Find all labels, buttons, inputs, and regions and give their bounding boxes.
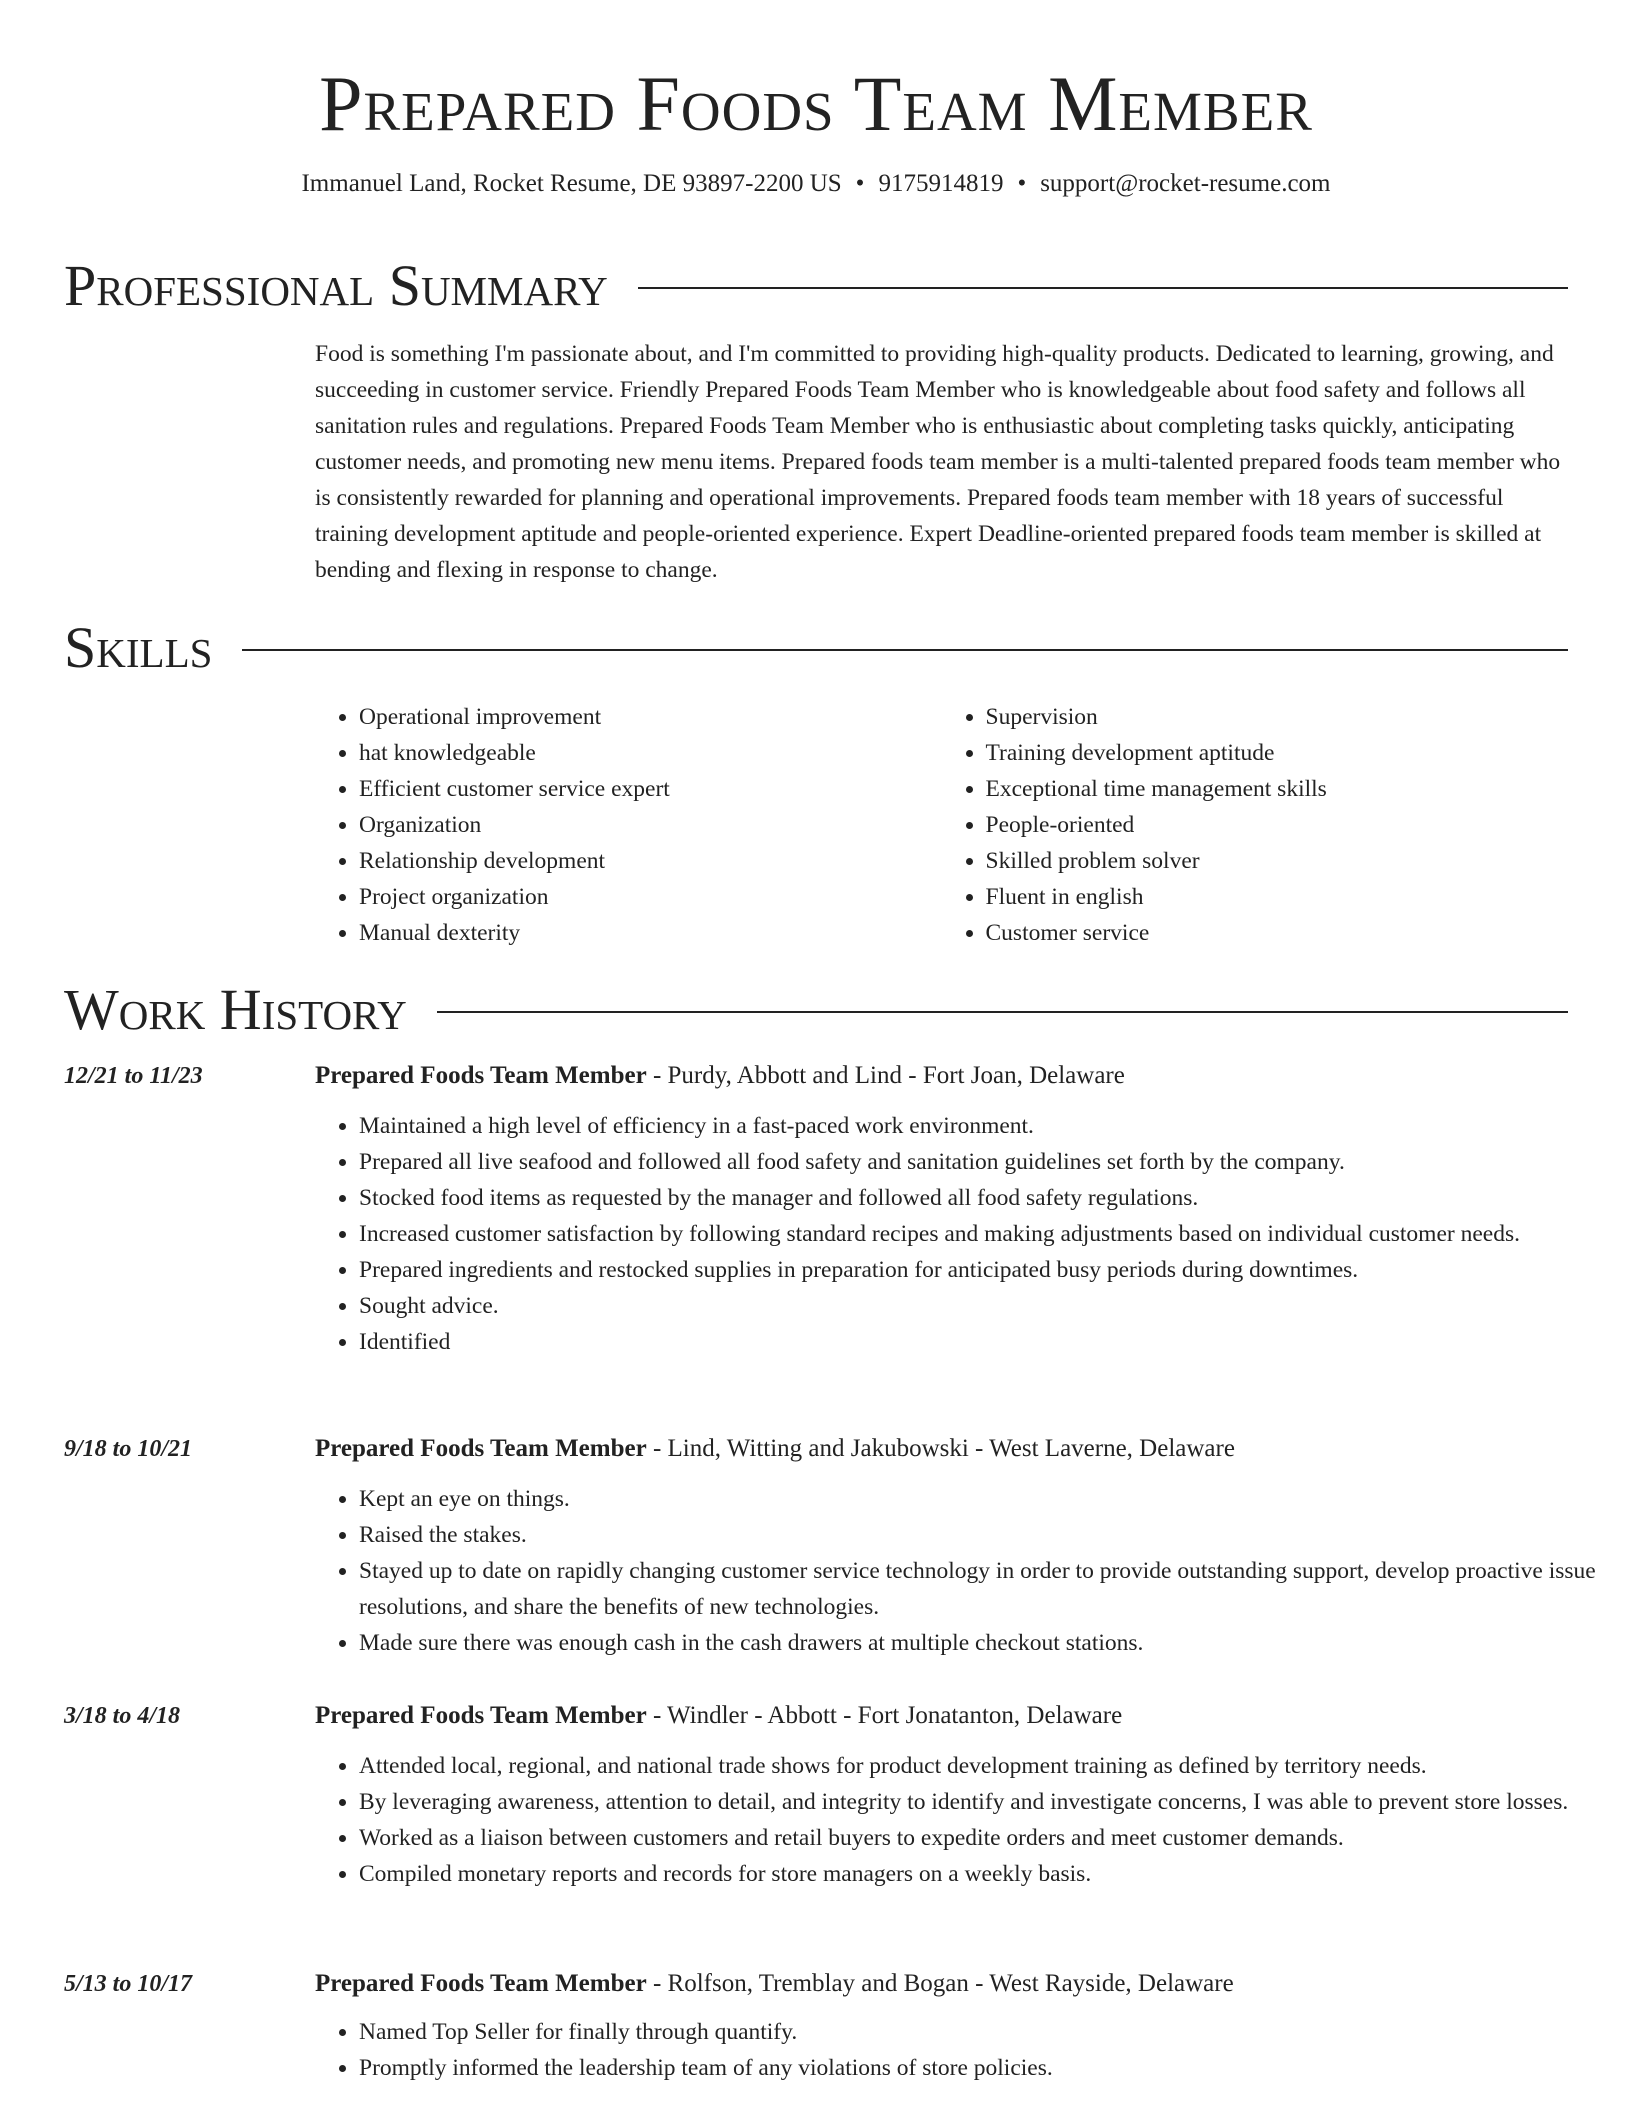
skills-columns: [315, 699, 1568, 951]
skill-item: • People-oriented: [986, 807, 1569, 843]
job-title-line: [315, 1700, 1122, 1732]
skill-item: • Relationship development: [359, 843, 942, 879]
job-employer-location: - Rolfson, Tremblay and Bogan - West Rayside, Delaware: [646, 1970, 1234, 1997]
job-bullets: [315, 2014, 1629, 2086]
job-bullet: • Maintained a high level of efficiency in a fast-paced work environment.: [359, 1108, 1629, 1144]
job-bullet: • Compiled monetary reports and records for store managers on a weekly basis.: [359, 1856, 1629, 1892]
job-title: Prepared Foods Team Member: [315, 1970, 647, 1997]
skill-item: • Operational improvement: [359, 699, 942, 735]
job-bullet: • By leveraging awareness, attention to detail, and integrity to identify and investigate concerns, I was able to prevent store losses.: [359, 1784, 1629, 1820]
resume-title: Prepared Foods Team Member: [319, 60, 1313, 147]
job-employer-location: - Purdy, Abbott and Lind - Fort Joan, Delaware: [646, 1062, 1125, 1089]
skill-item: • Fluent in english: [986, 879, 1569, 915]
skill-item: • Supervision: [986, 699, 1569, 735]
job-bullet: • Worked as a liaison between customers and retail buyers to expedite orders and meet customer demands.: [359, 1820, 1629, 1856]
job-bullets: [315, 1748, 1629, 1892]
job-bullet: • Identified: [359, 1324, 1629, 1360]
work-heading: Work History: [64, 977, 407, 1042]
section-divider: [242, 649, 1568, 651]
contact-phone: 9175914819: [878, 170, 1004, 197]
job-dates: 5/13 to 10/17: [64, 1971, 193, 1997]
job-bullet: • Prepared all live seafood and followed all food safety and sanitation guidelines set forth by the company.: [359, 1144, 1629, 1180]
section-divider: [638, 287, 1568, 289]
job-dates: 9/18 to 10/21: [64, 1436, 193, 1462]
contact-address: Immanuel Land, Rocket Resume, DE 93897-2200 US: [301, 170, 842, 197]
job-bullet: • Raised the stakes.: [359, 1517, 1629, 1553]
skill-item: • Efficient customer service expert: [359, 771, 942, 807]
job-bullet: • Prepared ingredients and restocked supplies in preparation for anticipated busy periods during downtimes.: [359, 1252, 1629, 1288]
job-employer-location: - Lind, Witting and Jakubowski - West Laverne, Delaware: [646, 1435, 1235, 1462]
skill-item: • Project organization: [359, 879, 942, 915]
job-title: Prepared Foods Team Member: [315, 1062, 647, 1089]
section-divider: [437, 1011, 1568, 1013]
skill-item: • Manual dexterity: [359, 915, 942, 951]
contact-line: [64, 168, 1568, 200]
job-bullets: [315, 1108, 1629, 1360]
job-bullet: • Increased customer satisfaction by following standard recipes and making adjustments based on individual customer needs.: [359, 1216, 1629, 1252]
contact-email[interactable]: support@rocket-resume.com: [1040, 170, 1331, 197]
summary-text: Food is something I'm passionate about, and I'm committed to providing high-quality products. Dedicated to learning, growing, and succeeding in customer service. Friendly Prepared Foods Team Member who is knowledgeable about food safety and follows all sanitation rules and regulations. Prepared Foods Team Member who is enthusiastic about completing tasks quickly, anticipating customer needs, and promoting new menu items. Prepared foods team member is a multi-talented prepared foods team member who is consistently rewarded for planning and operational improvements. Prepared foods team member with 18 years of successful training development aptitude and people-oriented experience. Expert Deadline-oriented prepared foods team member is skilled at bending and flexing in response to change.: [315, 341, 1561, 583]
job-employer-location: - Windler - Abbott - Fort Jonatanton, Delaware: [646, 1702, 1123, 1729]
summary-heading: Professional Summary: [64, 253, 608, 318]
job-title-line: [315, 1060, 1125, 1092]
skills-list-left: [315, 699, 942, 951]
resume-page: [64, 0, 1596, 2081]
skills-heading: Skills: [64, 615, 213, 680]
job-bullet: • Stocked food items as requested by the manager and followed all food safety regulations.: [359, 1180, 1629, 1216]
skills-section-header: [64, 616, 1568, 680]
job-title: Prepared Foods Team Member: [315, 1702, 647, 1729]
job-bullet: • Named Top Seller for finally through quantify.: [359, 2014, 1629, 2050]
job-title-line: [315, 1968, 1234, 2000]
skill-item: • Exceptional time management skills: [986, 771, 1569, 807]
job-dates: 12/21 to 11/23: [64, 1063, 203, 1089]
summary-section-header: [64, 254, 1568, 318]
job-bullets: [315, 1481, 1629, 1661]
skills-list-right: [942, 699, 1569, 951]
contact-separator: •: [1017, 170, 1027, 197]
job-bullet: • Made sure there was enough cash in the cash drawers at multiple checkout stations.: [359, 1625, 1629, 1661]
skill-item: • Organization: [359, 807, 942, 843]
job-title-line: [315, 1433, 1235, 1465]
skill-item: • Customer service: [986, 915, 1569, 951]
skill-item: • hat knowledgeable: [359, 735, 942, 771]
job-title: Prepared Foods Team Member: [315, 1435, 647, 1462]
job-dates: 3/18 to 4/18: [64, 1703, 181, 1729]
job-bullet: • Promptly informed the leadership team of any violations of store policies.: [359, 2050, 1629, 2086]
job-bullet: • Sought advice.: [359, 1288, 1629, 1324]
job-bullet: • Stayed up to date on rapidly changing customer service technology in order to provide outstanding support, develop proactive issue resolutions, and share the benefits of new technologies.: [359, 1553, 1629, 1625]
contact-separator: •: [855, 170, 865, 197]
job-bullet: • Kept an eye on things.: [359, 1481, 1629, 1517]
skill-item: • Skilled problem solver: [986, 843, 1569, 879]
skill-item: • Training development aptitude: [986, 735, 1569, 771]
job-bullet: • Attended local, regional, and national trade shows for product development training as defined by territory needs.: [359, 1748, 1629, 1784]
work-section-header: [64, 978, 1568, 1042]
